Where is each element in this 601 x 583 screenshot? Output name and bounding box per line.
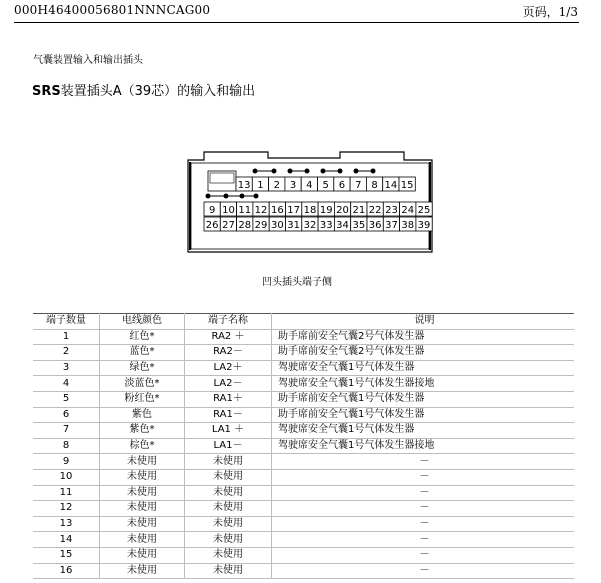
cell-description: － [272,563,575,579]
cell-wire-color: 未使用 [100,516,185,532]
cell-description: － [272,501,575,517]
cell-terminal-name: LA1 ＋ [185,423,272,439]
header-wire-color: 电线颜色 [100,314,185,330]
table-row [33,563,574,579]
pin-label: 27 [222,220,235,231]
cell-terminal-number: 4 [33,376,100,392]
page-title [32,80,255,99]
pin-label: 12 [254,205,268,216]
pin-label: 4 [306,180,313,191]
pin-label: 15 [400,180,414,191]
table-row [33,501,574,517]
cell-description: － [272,516,575,532]
cell-terminal-number: 6 [33,407,100,423]
pin-label: 26 [205,220,219,231]
cell-terminal-name: RA1－ [185,407,272,423]
pin-label: 21 [352,205,366,216]
cell-terminal-name: LA1－ [185,438,272,454]
cell-description: 助手席前安全气囊2号气体发生器 [272,345,575,361]
cell-terminal-number: 15 [33,547,100,563]
pin-table [33,313,574,579]
cell-terminal-number: 12 [33,501,100,517]
pin-label: 33 [319,220,333,231]
pin-label: 31 [287,220,301,231]
cell-terminal-number: 1 [33,329,100,345]
cell-wire-color: 未使用 [100,532,185,548]
cell-description: 助手席前安全气囊2号气体发生器 [272,329,575,345]
cell-wire-color: 绿色* [100,360,185,376]
pin-label: 10 [222,205,235,216]
pin-label: 13 [237,180,251,191]
pin-label: 2 [273,180,280,191]
cell-terminal-number: 14 [33,532,100,548]
pin-label: 38 [401,220,415,231]
cell-wire-color: 紫色 [100,407,185,423]
header-divider [14,22,579,23]
cell-wire-color: 蓝色* [100,345,185,361]
pin-label: 17 [287,205,301,216]
pin-label: 22 [368,205,382,216]
cell-terminal-name: 未使用 [185,501,272,517]
pin-label: 3 [289,180,297,191]
pin-grid [204,177,432,231]
cell-terminal-name: RA2－ [185,345,272,361]
cell-terminal-number: 2 [33,345,100,361]
table-row [33,376,574,392]
cell-description: － [272,532,575,548]
table-row [33,423,574,439]
pin-label: 18 [303,205,317,216]
pin-label: 5 [322,180,329,191]
cell-terminal-number: 9 [33,454,100,470]
cell-terminal-name: LA2－ [185,376,272,392]
table-row [33,516,574,532]
table-row [33,485,574,501]
table-row [33,407,574,423]
cell-wire-color: 红色* [100,329,185,345]
pin-label: 11 [238,205,252,216]
cell-wire-color: 未使用 [100,485,185,501]
pin-label: 30 [270,220,284,231]
pin-label: 25 [417,205,431,216]
pin-label: 6 [338,180,346,191]
cell-terminal-name: 未使用 [185,563,272,579]
cell-description: － [272,454,575,470]
cell-terminal-name: 未使用 [185,469,272,485]
pin-label: 29 [254,220,268,231]
section-title: 气囊装置输入和输出插头 [33,55,143,66]
table-row [33,469,574,485]
title-text: 装置插头A（39芯）的输入和输出 [60,84,256,99]
header-terminal-number: 端子数量 [33,314,100,330]
document-id: 000H46400056801NNNCAG00 [14,3,211,17]
pin-label: 28 [238,220,252,231]
pin-label: 7 [355,180,362,191]
cell-wire-color: 棕色* [100,438,185,454]
table-row [33,391,574,407]
table-row [33,532,574,548]
pin-label: 1 [257,180,264,191]
page-number: 页码，1/3 [522,5,578,19]
cell-terminal-number: 7 [33,423,100,439]
cell-wire-color: 未使用 [100,454,185,470]
cell-terminal-name: RA1＋ [185,391,272,407]
table-row [33,454,574,470]
cell-terminal-number: 3 [33,360,100,376]
cell-wire-color: 未使用 [100,501,185,517]
cell-terminal-number: 16 [33,563,100,579]
pin-label: 20 [336,205,349,216]
cell-wire-color: 未使用 [100,469,185,485]
table-row [33,329,574,345]
cell-wire-color: 未使用 [100,563,185,579]
connector-caption: 凹头插头端子侧 [262,277,332,288]
cell-terminal-number: 13 [33,516,100,532]
pin-label: 32 [303,220,317,231]
table-row [33,345,574,361]
pin-label: 37 [385,220,398,231]
cell-terminal-number: 10 [33,469,100,485]
header-terminal-name: 端子名称 [185,314,272,330]
header-description: 说明 [272,314,575,330]
cell-terminal-name: 未使用 [185,516,272,532]
cell-wire-color: 粉红色* [100,391,185,407]
pin-label: 14 [384,180,398,191]
cell-terminal-name: LA2＋ [185,360,272,376]
cell-wire-color: 未使用 [100,547,185,563]
table-row [33,438,574,454]
cell-terminal-number: 8 [33,438,100,454]
cell-description: 驾驶席安全气囊1号气体发生器 [272,360,575,376]
cell-terminal-number: 5 [33,391,100,407]
table-row [33,360,574,376]
pin-label: 9 [208,205,216,216]
cell-terminal-name: 未使用 [185,532,272,548]
cell-terminal-name: RA2 ＋ [185,329,272,345]
cell-description: － [272,485,575,501]
cell-description: 驾驶席安全气囊1号气体发生器 [272,423,575,439]
cell-terminal-number: 11 [33,485,100,501]
pin-label: 35 [352,220,366,231]
pin-label: 23 [385,205,398,216]
title-prefix: SRS [32,84,61,99]
cell-description: 助手席前安全气囊1号气体发生器 [272,407,575,423]
cell-wire-color: 紫色* [100,423,185,439]
pin-label: 16 [270,205,284,216]
pin-label: 36 [368,220,382,231]
cell-description: － [272,547,575,563]
connector-diagram [186,150,436,254]
cell-terminal-name: 未使用 [185,454,272,470]
cell-terminal-name: 未使用 [185,547,272,563]
table-header-row [33,314,574,330]
cell-description: 驾驶席安全气囊1号气体发生器接地 [272,376,575,392]
pin-label: 34 [336,220,349,231]
cell-description: 助手席前安全气囊1号气体发生器 [272,391,575,407]
pin-label: 19 [319,205,333,216]
pin-label: 8 [371,180,378,191]
cell-description: － [272,469,575,485]
table-row [33,547,574,563]
cell-wire-color: 淡蓝色* [100,376,185,392]
cell-terminal-name: 未使用 [185,485,272,501]
pin-label: 24 [401,205,415,216]
pin-label: 39 [417,220,431,231]
cell-description: 驾驶席安全气囊1号气体发生器接地 [272,438,575,454]
